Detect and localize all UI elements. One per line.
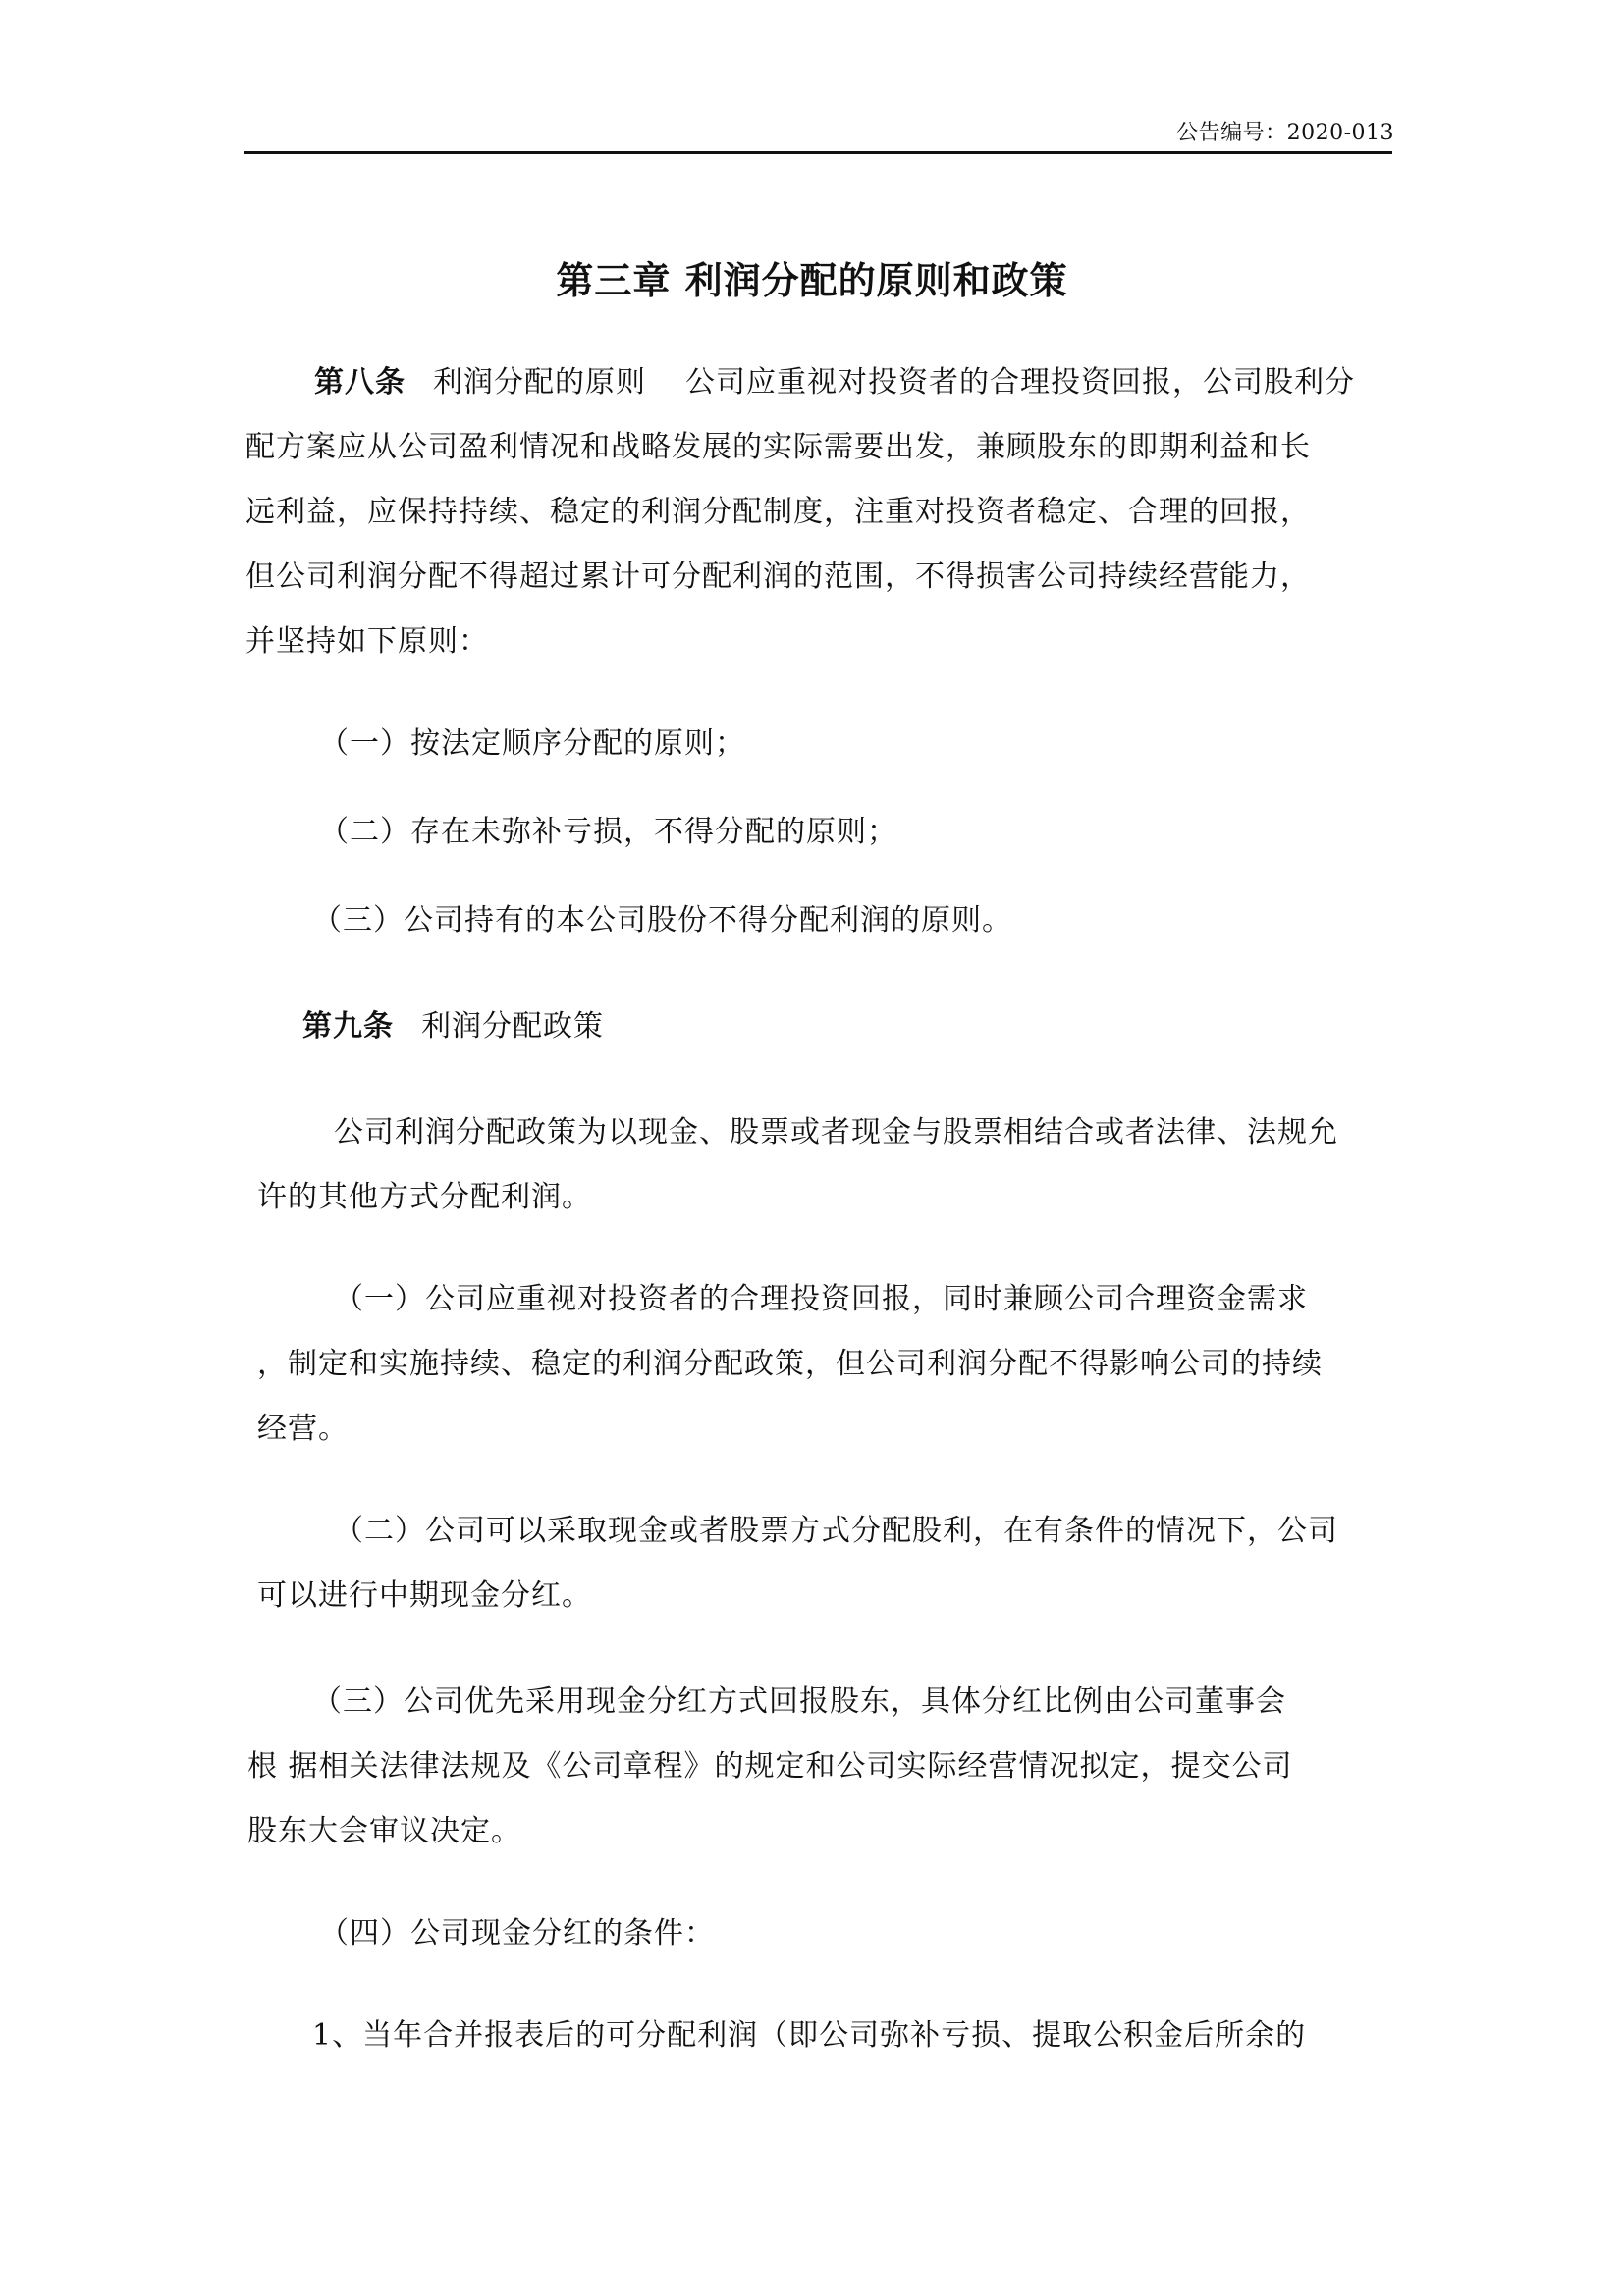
article8-item-2: （二）存在未弥补亏损，不得分配的原则； — [319, 815, 897, 849]
header-rule — [244, 151, 1392, 154]
article9-label: 第九条 — [302, 1009, 394, 1043]
article8-line-1 — [314, 353, 1355, 412]
chapter-title: 第三章 利润分配的原则和政策 — [556, 258, 1068, 302]
notice-number: 公告编号：2020-013 — [1176, 121, 1394, 145]
article9-item1-line-2: ，制定和实施持续、稳定的利润分配政策，但公司利润分配不得影响公司的持续 — [257, 1347, 1323, 1381]
article9-item1-line-1: （一）公司应重视对投资者的合理投资回报，同时兼顾公司合理资金需求 — [334, 1282, 1308, 1316]
article8-heading: 利润分配的原则 — [433, 365, 646, 400]
article8-line-2: 配方案应从公司盈利情况和战略发展的实际需要出发，兼顾股东的即期利益和长 — [245, 430, 1311, 464]
article9-item2-line-1: （二）公司可以采取现金或者股票方式分配股利，在有条件的情况下，公司 — [334, 1514, 1338, 1548]
article9-heading-line — [302, 997, 604, 1056]
article9-item4: （四）公司现金分红的条件： — [319, 1916, 715, 1950]
article8-line-5: 并坚持如下原则： — [245, 624, 489, 659]
article9-item4-sub1: 1、当年合并报表后的可分配利润（即公司弥补亏损、提取公积金后所余的 — [312, 2018, 1307, 2053]
article9-item3-line-1: （三）公司优先采用现金分红方式回报股东，具体分红比例由公司董事会 — [312, 1684, 1286, 1719]
article9-item3-line-2: 根 据相关法律法规及《公司章程》的规定和公司实际经营情况拟定，提交公司 — [247, 1749, 1293, 1784]
article9-item3-line-3: 股东大会审议决定。 — [247, 1814, 521, 1848]
article9-intro-2: 许的其他方式分配利润。 — [257, 1180, 592, 1214]
article8-item-3: （三）公司持有的本公司股份不得分配利润的原则。 — [312, 903, 1012, 937]
article9-item1-line-3: 经营。 — [257, 1412, 349, 1446]
article9-intro-1: 公司利润分配政策为以现金、股票或者现金与股票相结合或者法律、法规允 — [334, 1115, 1338, 1149]
article8-line-3: 远利益，应保持持续、稳定的利润分配制度，注重对投资者稳定、合理的回报， — [245, 495, 1311, 529]
article9-heading: 利润分配政策 — [421, 1009, 604, 1043]
article8-line-4: 但公司利润分配不得超过累计可分配利润的范围，不得损害公司持续经营能力， — [245, 560, 1311, 594]
article9-item2-line-2: 可以进行中期现金分红。 — [257, 1578, 592, 1613]
article8-label: 第八条 — [314, 365, 406, 400]
article8-item-1: （一）按法定顺序分配的原则； — [319, 726, 745, 761]
article8-text-1: 公司应重视对投资者的合理投资回报，公司股利分 — [685, 365, 1355, 400]
